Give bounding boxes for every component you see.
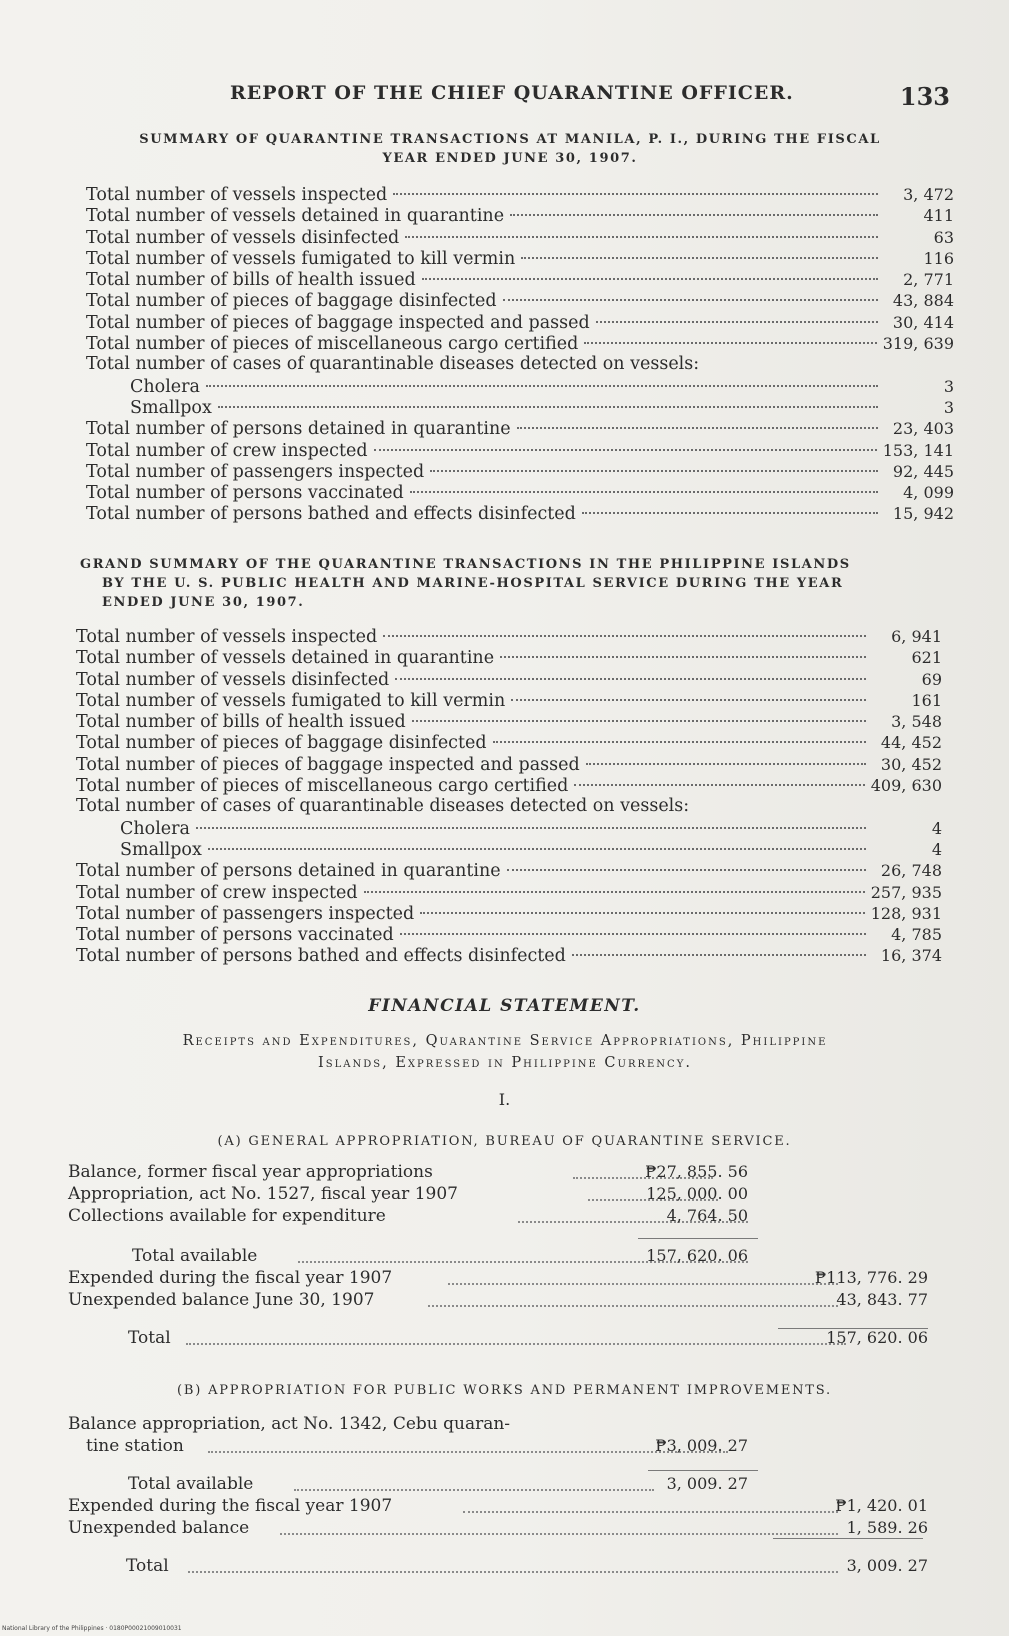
summary-row xyxy=(86,290,954,311)
section-a-table xyxy=(68,1162,928,1350)
leader-dots xyxy=(364,891,865,893)
summary-row-value: 15, 942 xyxy=(892,504,954,524)
summary-row-label: Total number of vessels detained in quarantine xyxy=(76,648,495,669)
summary-row xyxy=(86,354,954,375)
summary-row-label: Total number of cases of quarantinable diseases detected on vessels: xyxy=(86,354,700,375)
ledger-row: Collections available for expenditure 4, 764. 50 xyxy=(68,1206,748,1226)
summary-row-value: 3 xyxy=(943,376,954,396)
summary-row-value: 257, 935 xyxy=(870,882,942,902)
summary-row-value: 4 xyxy=(931,839,942,859)
summary-row-label: Total number of persons vaccinated xyxy=(86,483,404,504)
summary-row xyxy=(76,945,942,966)
summary-row-value: 621 xyxy=(911,648,942,668)
summary-row-label: Total number of vessels fumigated to kill vermin xyxy=(76,690,506,711)
summary-row-label: Total number of pieces of baggage inspected and passed xyxy=(76,754,580,775)
summary-row xyxy=(76,839,942,860)
leader-dots xyxy=(500,656,866,658)
summary-row-value: 153, 141 xyxy=(882,440,954,460)
leader-dots xyxy=(517,427,878,429)
summary-row-label: Total number of bills of health issued xyxy=(86,270,416,291)
summary-row xyxy=(86,227,954,248)
summary-row-value: 4, 099 xyxy=(903,483,954,503)
summary-row-label: Total number of pieces of miscellaneous cargo certified xyxy=(76,776,569,797)
leader-dots xyxy=(196,827,866,829)
summary-row-value: 3, 472 xyxy=(903,185,954,204)
leader-dots xyxy=(521,257,878,259)
summary-row-value: 23, 403 xyxy=(892,419,954,439)
summary-row-label: Total number of cases of quarantinable diseases detected on vessels: xyxy=(76,796,690,817)
summary-row xyxy=(86,248,954,269)
summary-row xyxy=(76,690,942,711)
section-numeral: I. xyxy=(498,1090,511,1109)
leader-dots xyxy=(511,699,866,701)
leader-dots xyxy=(405,236,878,238)
section-b-table xyxy=(68,1414,928,1578)
summary-row-label: Total number of passengers inspected xyxy=(76,903,415,924)
summary-row-value: 26, 748 xyxy=(880,861,942,881)
ledger-row: Unexpended balance 1, 589. 26 xyxy=(68,1518,928,1538)
summary-row-value: 128, 931 xyxy=(870,903,942,923)
summary-row-value: 4 xyxy=(931,818,942,838)
leader-dots xyxy=(393,193,878,195)
leader-dots xyxy=(503,299,878,301)
summary-row-label: Total number of persons detained in quarantine xyxy=(76,861,501,882)
archive-footer: National Library of the Philippines · 0180P00021009010031 xyxy=(2,1625,182,1632)
summary-row-value: 44, 452 xyxy=(880,733,942,753)
summary-row-value: 4, 785 xyxy=(891,925,942,945)
summary-row-value: 409, 630 xyxy=(870,776,942,796)
leader-dots xyxy=(596,321,878,323)
ledger-row: Total available 3, 009. 27 xyxy=(128,1474,748,1494)
leader-dots xyxy=(510,214,878,216)
summary-row xyxy=(86,376,954,397)
page-header xyxy=(230,82,950,112)
summary-row xyxy=(86,503,954,524)
summary-row xyxy=(76,626,942,647)
summary-row xyxy=(76,860,942,881)
section-b-heading: (B) APPROPRIATION FOR PUBLIC WORKS AND PERMANENT IMPROVEMENTS. xyxy=(177,1383,832,1398)
summary-row xyxy=(86,397,954,418)
section-a-heading: (A) GENERAL APPROPRIATION, BUREAU OF QUARANTINE SERVICE. xyxy=(217,1134,792,1149)
ledger-row: Appropriation, act No. 1527, fiscal year 1907 125, 000. 00 xyxy=(68,1184,748,1204)
leader-dots xyxy=(395,678,866,680)
summary-row-value: 30, 414 xyxy=(892,312,954,332)
summary-row xyxy=(86,418,954,439)
summary-row-label: Total number of crew inspected xyxy=(76,882,358,903)
ledger-row: Expended during the fiscal year 1907 ₱113, 776. 29 xyxy=(68,1268,928,1288)
summary-row xyxy=(86,333,954,354)
leader-dots xyxy=(218,406,878,408)
summary-row-label: Total number of persons bathed and effects disinfected xyxy=(86,504,576,525)
summary-row xyxy=(86,184,954,205)
summary-row xyxy=(76,924,942,945)
leader-dots xyxy=(493,741,866,743)
summary-row-label: Total number of persons vaccinated xyxy=(76,925,394,946)
summary-row xyxy=(86,205,954,226)
summary-row xyxy=(76,711,942,732)
summary-row-label: Total number of persons detained in quarantine xyxy=(86,419,511,440)
ledger-row: Total 157, 620. 06 xyxy=(128,1328,928,1348)
summary-row xyxy=(76,669,942,690)
leader-dots xyxy=(507,869,866,871)
summary-row xyxy=(76,647,942,668)
summary-row-value: 30, 452 xyxy=(880,754,942,774)
leader-dots xyxy=(584,342,876,344)
summary-row xyxy=(76,882,942,903)
summary-row-label: Total number of pieces of baggage inspected and passed xyxy=(86,312,590,333)
summary-row xyxy=(86,461,954,482)
summary-row xyxy=(76,903,942,924)
summary-row xyxy=(76,754,942,775)
leader-dots xyxy=(586,763,866,765)
summary-row-value: 63 xyxy=(933,227,954,247)
leader-dots xyxy=(410,491,878,493)
ledger-row: tine station ₱3, 009. 27 xyxy=(86,1436,748,1456)
summary-row-value: 411 xyxy=(923,206,954,226)
ledger-row: Balance appropriation, act No. 1342, Cebu quaran- xyxy=(68,1414,511,1434)
summary-row-label: Smallpox xyxy=(120,839,202,860)
leader-dots xyxy=(412,720,866,722)
summary-row-value: 3, 548 xyxy=(891,712,942,732)
ledger-row: Total 3, 009. 27 xyxy=(126,1556,928,1576)
summary-row xyxy=(76,732,942,753)
summary-row-label: Total number of vessels detained in quarantine xyxy=(86,206,505,227)
grand-summary-table xyxy=(76,626,942,967)
grand-summary-caption: GRAND SUMMARY OF THE QUARANTINE TRANSACTIONS IN THE PHILIPPINE ISLANDS BY THE U. S. PUBLIC HEALTH AND MARINE-HOSPITAL SERVICE DURING THE YEAR ENDED JUNE 30, 1907. xyxy=(80,557,851,610)
summary-row-value: 161 xyxy=(911,690,942,710)
summary-row-label: Total number of vessels inspected xyxy=(86,185,388,205)
summary-row xyxy=(76,796,942,817)
summary-row-label: Cholera xyxy=(130,376,200,397)
summary-row-label: Total number of crew inspected xyxy=(86,440,368,461)
summary-row-value: 6, 941 xyxy=(891,627,942,646)
leader-dots xyxy=(574,784,864,786)
summary-row-value: 92, 445 xyxy=(892,461,954,481)
running-title: REPORT OF THE CHIEF QUARANTINE OFFICER. xyxy=(230,82,794,104)
leader-dots xyxy=(383,635,866,637)
financial-statement-title: FINANCIAL STATEMENT. xyxy=(368,996,641,1016)
summary-row-label: Total number of pieces of miscellaneous cargo certified xyxy=(86,334,579,355)
summary-row xyxy=(86,312,954,333)
summary-row-value: 116 xyxy=(923,248,954,268)
summary-row-label: Cholera xyxy=(120,818,190,839)
ledger-row: Total available 157, 620. 06 xyxy=(132,1246,748,1266)
summary-row-label: Total number of vessels fumigated to kill vermin xyxy=(86,248,516,269)
leader-dots xyxy=(206,385,878,387)
summary-row-value: 3 xyxy=(943,397,954,417)
summary-row-label: Total number of pieces of baggage disinfected xyxy=(86,291,497,312)
summary-row-label: Total number of vessels disinfected xyxy=(86,227,400,248)
summary-row-value: 319, 639 xyxy=(882,334,954,354)
leader-dots xyxy=(582,512,878,514)
summary-row xyxy=(76,775,942,796)
summary-row xyxy=(86,482,954,503)
manila-summary-caption: SUMMARY OF QUARANTINE TRANSACTIONS AT MANILA, P. I., DURING THE FISCAL YEAR ENDED JUNE 30, 1907. xyxy=(139,132,881,166)
summary-row-label: Total number of persons bathed and effects disinfected xyxy=(76,946,566,967)
summary-row-value: 69 xyxy=(921,669,942,689)
summary-row xyxy=(76,818,942,839)
manila-summary-table xyxy=(86,184,954,525)
summary-row-value: 2, 771 xyxy=(903,270,954,290)
summary-row-value: 16, 374 xyxy=(880,946,942,966)
leader-dots xyxy=(572,954,866,956)
leader-dots xyxy=(208,848,866,850)
summary-row xyxy=(86,269,954,290)
summary-row-value: 43, 884 xyxy=(892,291,954,311)
summary-row-label: Total number of pieces of baggage disinfected xyxy=(76,733,487,754)
summary-row-label: Total number of vessels disinfected xyxy=(76,669,390,690)
summary-row xyxy=(86,440,954,461)
leader-dots xyxy=(374,449,877,451)
financial-statement-subtitle: Receipts and Expenditures, Quarantine Service Appropriations, Philippine Islands, Expressed in Philippine Currency. xyxy=(182,1033,828,1071)
leader-dots xyxy=(422,278,878,280)
summary-row-label: Total number of bills of health issued xyxy=(76,712,406,733)
page-number: 133 xyxy=(899,82,950,111)
leader-dots xyxy=(430,470,878,472)
summary-row-label: Smallpox xyxy=(130,397,212,418)
ledger-row: Balance, former fiscal year appropriations ₱27, 855. 56 xyxy=(68,1162,748,1182)
ledger-row: Unexpended balance June 30, 1907 43, 843. 77 xyxy=(68,1290,928,1310)
ledger-row: Expended during the fiscal year 1907 ₱1, 420. 01 xyxy=(68,1496,928,1516)
leader-dots xyxy=(420,912,865,914)
leader-dots xyxy=(400,933,866,935)
summary-row-label: Total number of passengers inspected xyxy=(86,461,425,482)
summary-row-label: Total number of vessels inspected xyxy=(76,627,378,647)
